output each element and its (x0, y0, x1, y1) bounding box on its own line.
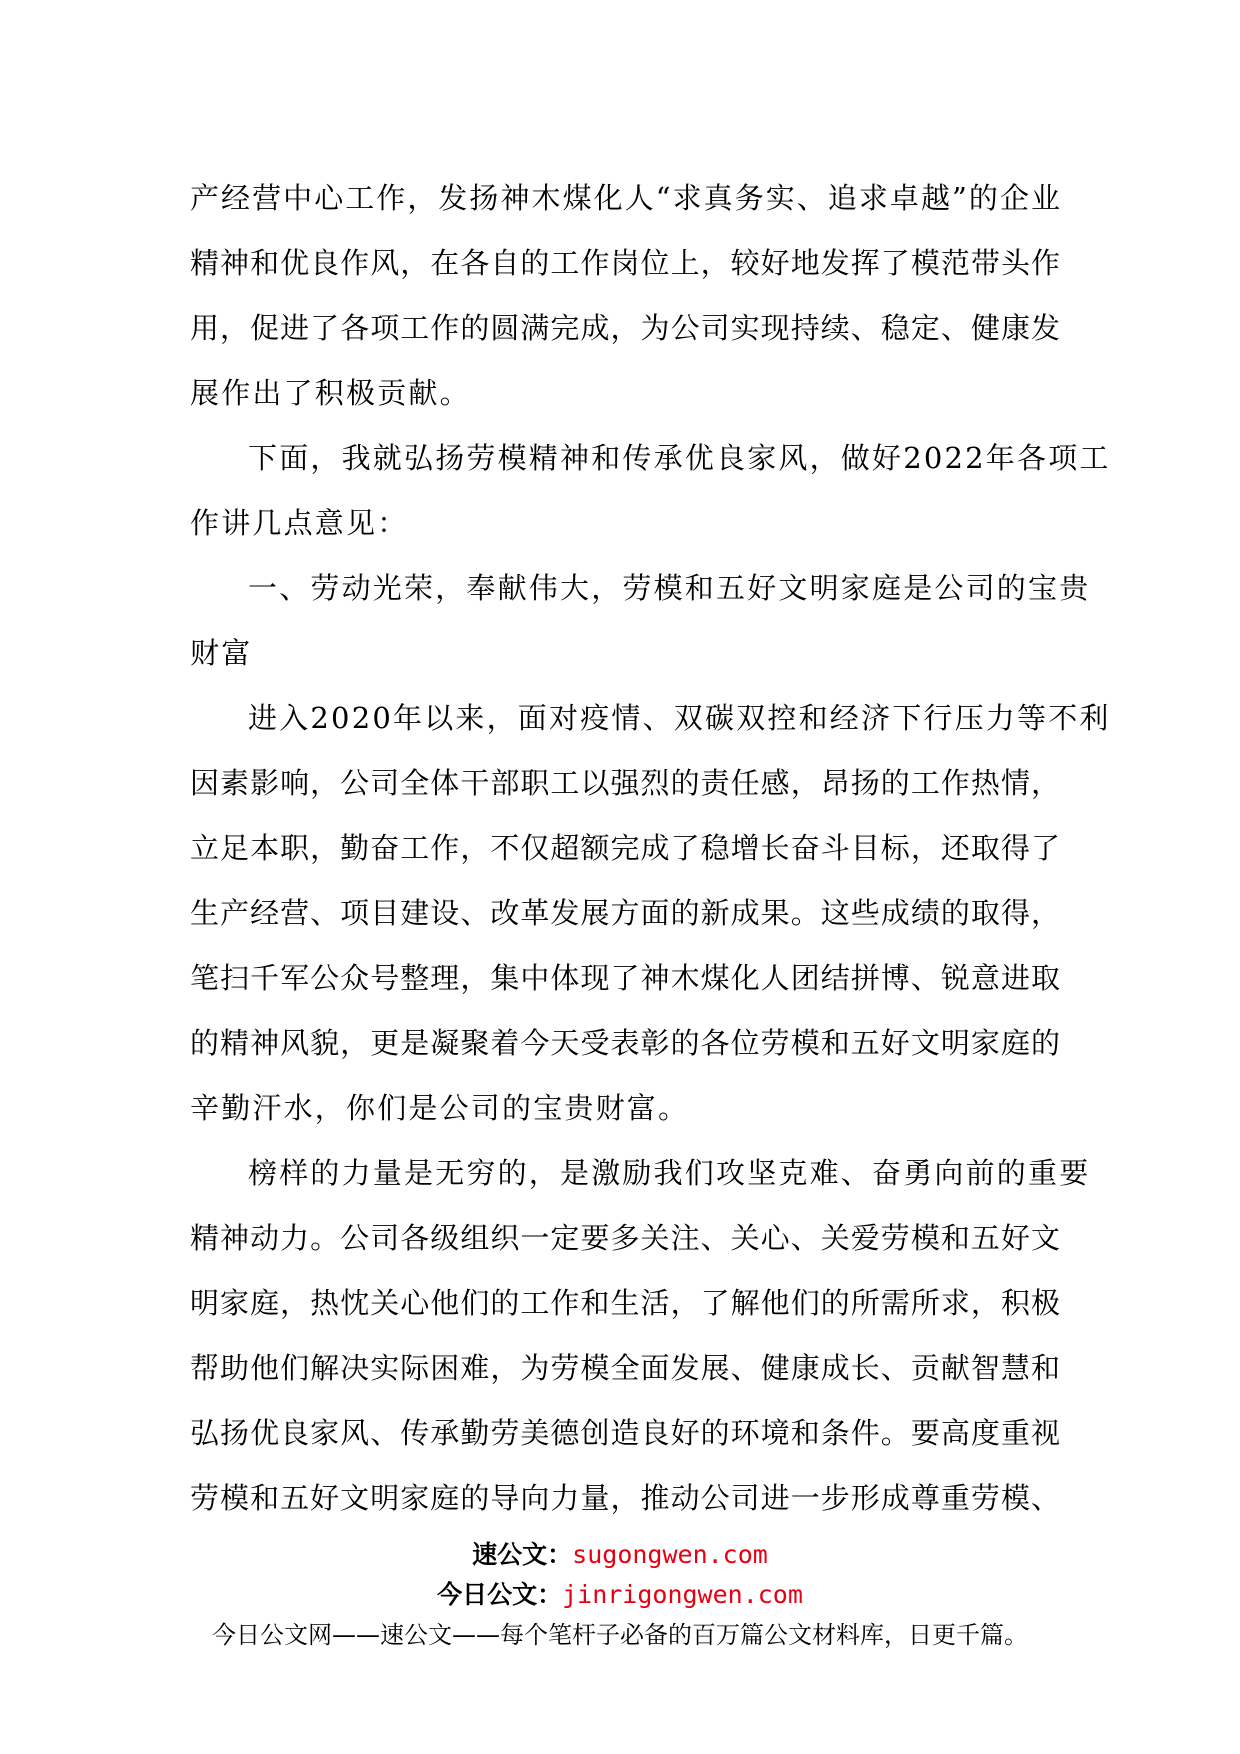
paragraph-start-line: 榜样的力量是无穷的，是激励我们攻坚克难、奋勇向前的重要 (248, 1156, 1091, 1190)
text-line: 生产经营、项目建设、改革发展方面的新成果。这些成绩的取得， (190, 896, 1060, 930)
footer-label: 速公文： (472, 1540, 573, 1569)
document-body (190, 166, 1111, 1531)
text-line: 辛勤汗水，你们是公司的宝贵财富。 (190, 1091, 690, 1125)
text-line: 弘扬优良家风、传承勤劳美德创造良好的环境和条件。要高度重视 (190, 1416, 1060, 1450)
text-line: 作讲几点意见： (190, 506, 409, 540)
text-line: 用，促进了各项工作的圆满完成，为公司实现持续、稳定、健康发 (190, 311, 1060, 345)
section-heading-line: 财富 (190, 636, 253, 670)
footer-line-sugongwen (0, 1535, 1240, 1575)
paragraph-start-line: 进入2020年以来，面对疫情、双碳双控和经济下行压力等不利 (248, 701, 1111, 735)
text-line: 明家庭，热忱关心他们的工作和生活，了解他们的所需所求，积极 (190, 1286, 1060, 1320)
sugongwen-link[interactable]: sugongwen.com (572, 1540, 768, 1569)
text-line: 笔扫千军公众号整理，集中体现了神木煤化人团结拼博、锐意进取 (190, 961, 1060, 995)
text-line: 立足本职，勤奋工作，不仅超额完成了稳增长奋斗目标，还取得了 (190, 831, 1060, 865)
text-line: 精神和优良作风，在各自的工作岗位上，较好地发挥了模范带头作 (190, 246, 1060, 280)
text-line: 劳模和五好文明家庭的导向力量，推动公司进一步形成尊重劳模、 (190, 1481, 1060, 1515)
footer-label: 今日公文： (437, 1580, 563, 1609)
watermark-footer (0, 1535, 1240, 1655)
text-line: 展作出了积极贡献。 (190, 376, 471, 410)
text-line: 精神动力。公司各级组织一定要多关注、关心、关爱劳模和五好文 (190, 1221, 1060, 1255)
footer-slogan: 今日公文网——速公文——每个笔杆子必备的百万篇公文材料库，日更千篇。 (212, 1621, 1028, 1649)
text-line: 帮助他们解决实际困难，为劳模全面发展、健康成长、贡献智慧和 (190, 1351, 1060, 1385)
jinrigongwen-link[interactable]: jinrigongwen.com (562, 1580, 803, 1609)
paragraph-start-line: 下面，我就弘扬劳模精神和传承优良家风，做好2022年各项工 (248, 441, 1111, 475)
text-line: 的精神风貌，更是凝聚着今天受表彰的各位劳模和五好文明家庭的 (190, 1026, 1060, 1060)
text-line: 产经营中心工作，发扬神木煤化人“求真务实、追求卓越”的企业 (190, 181, 1060, 215)
section-heading-line: 一、劳动光荣，奉献伟大，劳模和五好文明家庭是公司的宝贵 (248, 571, 1091, 605)
text-line: 因素影响，公司全体干部职工以强烈的责任感，昂扬的工作热情， (190, 766, 1060, 800)
footer-line-jinrigongwen (0, 1575, 1240, 1615)
